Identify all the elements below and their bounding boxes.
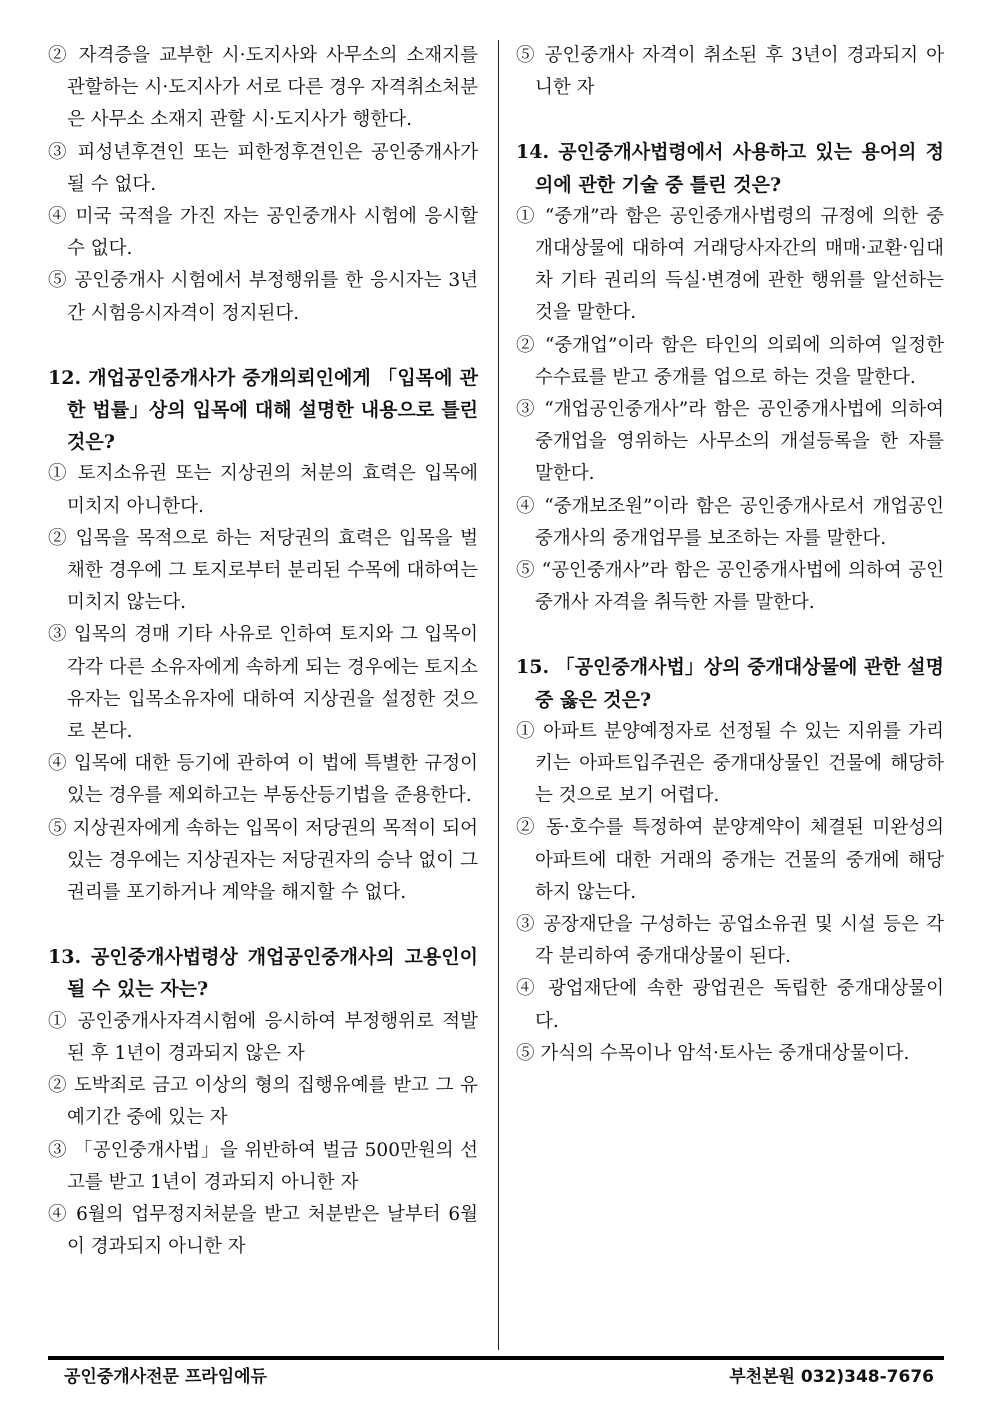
right-column [516, 40, 944, 1070]
q12-option-4: ④ 입목에 대한 등기에 관하여 이 법에 특별한 규정이 있는 경우를 제외하고는 부동산등기법을 준용한다. [48, 753, 478, 807]
q13-option-4: ④ 6월의 업무정지처분을 받고 처분받은 날부터 6월이 경과되지 아니한 자 [48, 1203, 478, 1258]
q15-option-1: ① 아파트 분양예정자로 선정될 수 있는 지위를 가리키는 아파트입주권은 중개대상물인 건물에 해당하는 것으로 보기 어렵다. [516, 720, 944, 807]
question-12 [48, 362, 478, 909]
column-divider [498, 40, 499, 1350]
q15-title: 15. 「공인중개사법」상의 중개대상물에 관한 설명 중 옳은 것은? [516, 656, 944, 711]
q14-option-3: ③ “개업공인중개사”라 함은 공인중개사법에 의하여 중개업을 영위하는 사무소의 개설등록을 한 자를 말한다. [516, 399, 944, 485]
q11-option-4: ④ 미국 국적을 가진 자는 공인중개사 시험에 응시할 수 없다. [48, 206, 478, 260]
q12-title: 12. 개업공인중개사가 중개의뢰인에게 「입목에 관한 법률」상의 입목에 대해 설명한 내용으로 틀린 것은? [48, 366, 478, 454]
q12-option-5: ⑤ 지상권자에게 속하는 입목이 저당권의 목적이 되어 있는 경우에는 지상권자는 저당권자의 승낙 없이 그 권리를 포기하거나 계약을 해지할 수 없다. [48, 817, 478, 904]
footer-academy-name: 공인중개사전문 프라임에듀 [64, 1367, 267, 1387]
q14-title: 14. 공인중개사법령에서 사용하고 있는 용어의 정의에 관한 기술 중 틀린 것은? [516, 141, 944, 196]
q15-option-5: ⑤ 가식의 수목이나 암석·토사는 중개대상물이다. [516, 1042, 910, 1064]
q12-option-2: ② 입목을 목적으로 하는 저당권의 효력은 입목을 벌채한 경우에 그 토지로부터 분리된 수목에 대하여는 미치지 않는다. [48, 527, 478, 614]
q14-option-4: ④ “중개보조원”이라 함은 공인중개사로서 개업공인중개사의 중개업무를 보조하는 자를 말한다. [516, 495, 944, 549]
q13-option-2: ② 도박죄로 금고 이상의 형의 집행유예를 받고 그 유예기간 중에 있는 자 [48, 1075, 478, 1129]
q15-option-4: ④ 광업재단에 속한 광업권은 독립한 중개대상물이다. [516, 978, 944, 1032]
footer-rule [48, 1356, 944, 1360]
left-column [48, 40, 478, 1263]
question-11-continued [48, 40, 478, 330]
q12-option-3: ③ 입목의 경매 기타 사유로 인하여 토지와 그 입목이 각각 다른 소유자에게 속하게 되는 경우에는 토지소유자는 입목소유자에 대하여 지상권을 설정한 것으로 본다. [48, 624, 478, 743]
q12-option-1: ① 토지소유권 또는 지상권의 처분의 효력은 입목에 미치지 아니한다. [48, 463, 478, 517]
q15-option-3: ③ 공장재단을 구성하는 공업소유권 및 시설 등은 각각 분리하여 중개대상물이 된다. [516, 914, 944, 968]
q11-option-5: ⑤ 공인중개사 시험에서 부정행위를 한 응시자는 3년간 시험응시자격이 정지된다. [48, 270, 478, 324]
question-15 [516, 651, 944, 1070]
footer-contact: 부천본원 032)348-7676 [729, 1367, 934, 1387]
q14-option-5: ⑤ “공인중개사”라 함은 공인중개사법에 의하여 공인중개사 자격을 취득한 자를 말한다. [516, 560, 944, 614]
q13-option-5: ⑤ 공인중개사 자격이 취소된 후 3년이 경과되지 아니한 자 [516, 45, 944, 99]
q14-option-2: ② “중개업”이라 함은 타인의 의뢰에 의하여 일정한 수수료를 받고 중개를 업으로 하는 것을 말한다. [516, 334, 944, 388]
q15-option-2: ② 동·호수를 특정하여 분양계약이 체결된 미완성의 아파트에 대한 거래의 중개는 건물의 중개에 해당하지 않는다. [516, 817, 944, 903]
q11-option-3: ③ 피성년후견인 또는 피한정후견인은 공인중개사가 될 수 없다. [48, 141, 478, 195]
question-13 [48, 941, 478, 1263]
q14-option-1: ① “중개”라 함은 공인중개사법령의 규정에 의한 중개대상물에 대하여 거래당사자간의 매매·교환·임대차 기타 권리의 득실·변경에 관한 행위를 알선하는 것을 말한다. [516, 205, 944, 324]
q11-option-2: ② 자격증을 교부한 시·도지사와 사무소의 소재지를 관할하는 시·도지사가 서로 다른 경우 자격취소처분은 사무소 소재지 관할 시·도지사가 행한다. [48, 45, 478, 131]
question-14 [516, 136, 944, 619]
q13-title: 13. 공인중개사법령상 개업공인중개사의 고용인이 될 수 있는 자는? [48, 946, 478, 1001]
q13-option-1: ① 공인중개사자격시험에 응시하여 부정행위로 적발된 후 1년이 경과되지 않은 자 [48, 1010, 478, 1064]
q13-option-3: ③ 「공인중개사법」을 위반하여 벌금 500만원의 선고를 받고 1년이 경과되지 아니한 자 [48, 1139, 478, 1193]
question-13-continued [516, 40, 944, 104]
